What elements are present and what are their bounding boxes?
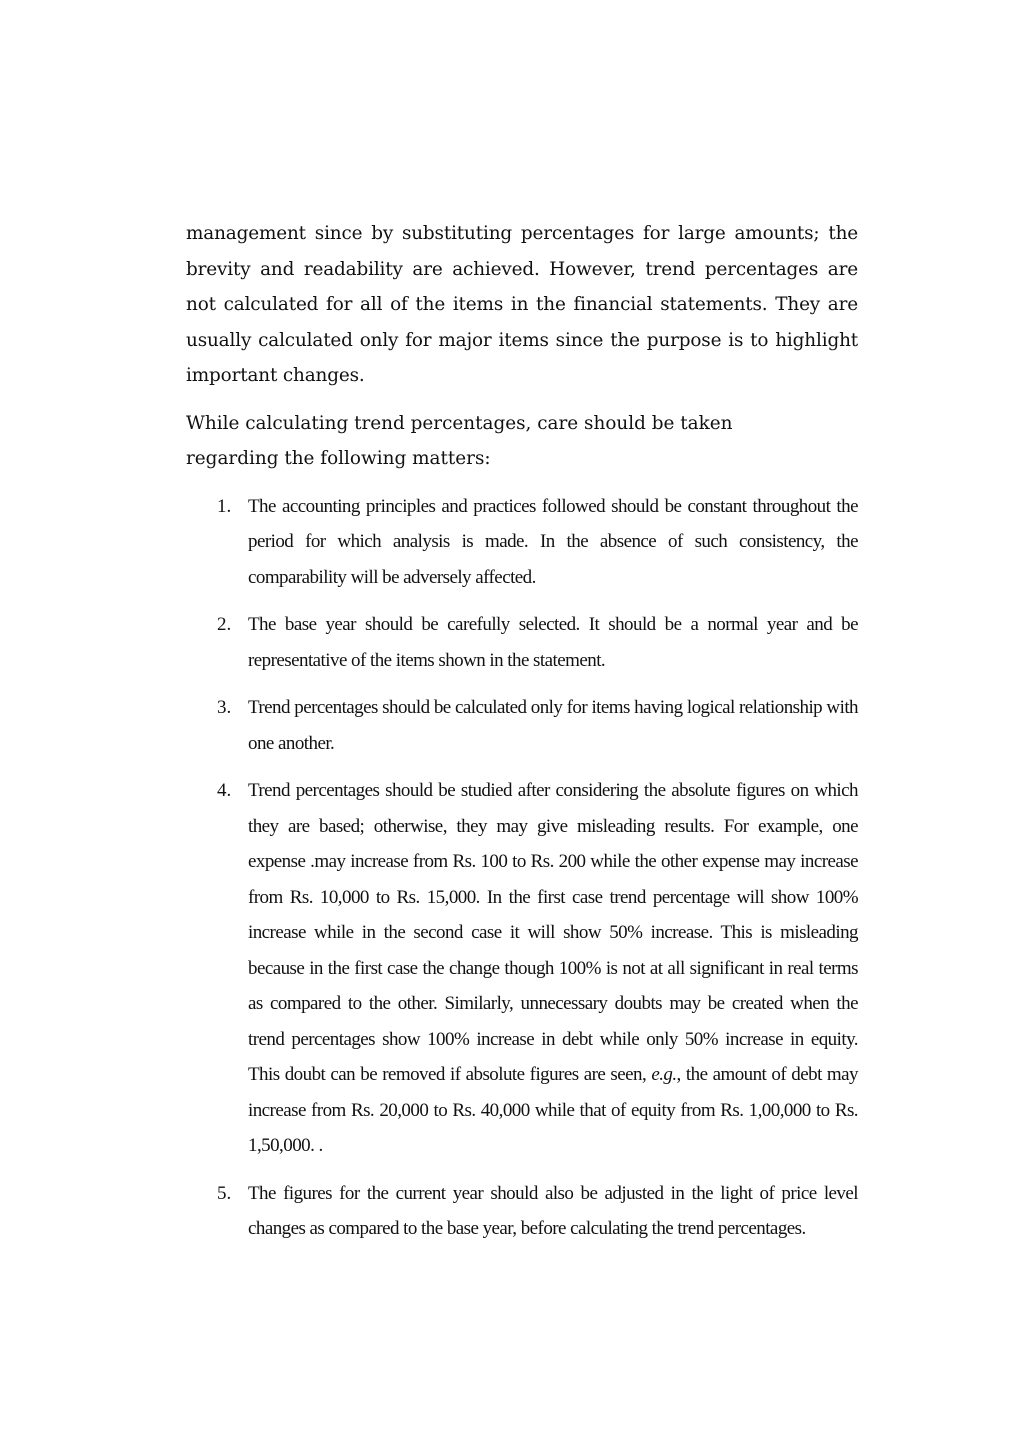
list-item	[186, 1176, 858, 1247]
page-content	[186, 216, 858, 1259]
list-item-number: 4.	[217, 780, 232, 801]
list-item	[186, 773, 858, 1164]
matters-list	[186, 489, 858, 1247]
list-item	[186, 489, 858, 596]
italic-abbreviation: e.g.	[651, 1064, 677, 1085]
list-item-text: The figures for the current year should also be adjusted in the light of price level changes as compared to the base year, before calculating the trend percentages.	[248, 1182, 858, 1239]
list-item-text: The base year should be carefully selected. It should be a normal year and be representative of the items shown in the statement.	[248, 614, 858, 671]
list-item-text: The accounting principles and practices followed should be constant throughout the period for which analysis is made. In the absence of such consistency, the comparability will be adversely affected.	[248, 495, 858, 588]
list-item-text: Trend percentages should be calculated only for items having logical relationship with one another.	[248, 697, 858, 754]
list-item	[186, 690, 858, 761]
list-item-number: 1.	[217, 495, 232, 517]
list-item-number: 3.	[217, 697, 232, 718]
list-item-number: 5.	[217, 1182, 232, 1204]
list-item	[186, 607, 858, 678]
paragraph-intro: management since by substituting percentages for large amounts; the brevity and readability are achieved. However, trend percentages are not calculated for all of the items in the financial statements. They are usually calculated only for major items since the purpose is to highlight important changes.	[186, 223, 858, 386]
list-item-number: 2.	[217, 614, 232, 635]
list-item-text: Trend percentages should be studied after considering the absolute figures on which they are based; otherwise, they may give misleading results. For example, one expense .may increase from Rs. 100 to Rs. 200 while the other expense may increase from Rs. 10,000 to Rs. 15,000. In the first case trend percentage will show 100% increase while in the second case it will show 50% increase. This is misleading because in the first case the change though 100% is not at all significant in real terms as compared to the other. Similarly, unnecessary doubts may be created when the trend percentages show 100% increase in debt while only 50% increase in equity. This doubt can be removed if absolute figures are seen, e.g., the amount of debt may increase from Rs. 20,000 to Rs. 40,000 while that of equity from Rs. 1,00,000 to Rs. 1,50,000. .	[248, 780, 858, 1156]
paragraph-matters: While calculating trend percentages, care should be taken regarding the following matters:	[186, 412, 733, 469]
